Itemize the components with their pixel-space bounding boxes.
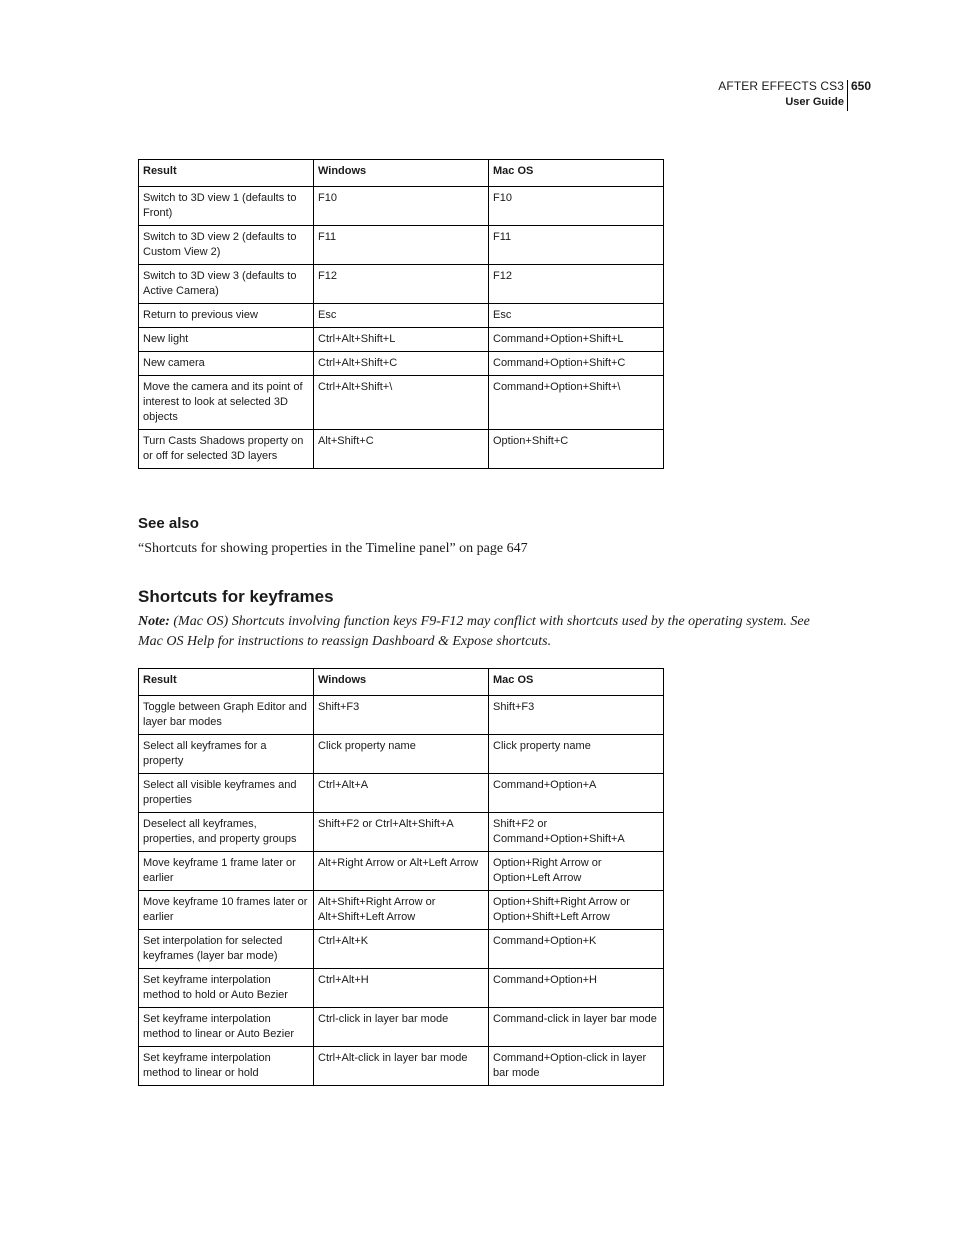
cell-macos: Shift+F2 or Command+Option+Shift+A (489, 813, 664, 852)
cell-windows: Shift+F3 (314, 696, 489, 735)
header-divider (847, 80, 848, 111)
cell-macos: Command+Option-click in layer bar mode (489, 1047, 664, 1086)
table-row (139, 930, 664, 969)
cell-macos: Shift+F3 (489, 696, 664, 735)
cell-macos: F10 (489, 187, 664, 226)
cell-macos: Option+Shift+Right Arrow or Option+Shift+Left Arrow (489, 891, 664, 930)
table-row (139, 328, 664, 352)
column-header-result: Result (139, 160, 314, 187)
note-paragraph (138, 612, 828, 652)
table-row (139, 813, 664, 852)
table-row (139, 696, 664, 735)
shortcuts-table-keyframes (138, 668, 664, 1086)
cell-result: Set keyframe interpolation method to linear or Auto Bezier (139, 1008, 314, 1047)
shortcuts-table-3d-views (138, 159, 664, 469)
cell-result: Move keyframe 1 frame later or earlier (139, 852, 314, 891)
cell-result: Toggle between Graph Editor and layer bar modes (139, 696, 314, 735)
section-title: Shortcuts for keyframes (138, 587, 334, 606)
note-text: (Mac OS) Shortcuts involving function keys F9-F12 may conflict with shortcuts used by the operating system. See Mac OS Help for instructions to reassign Dashboard & Expose shortcuts. (138, 614, 810, 649)
page-number: 650 (851, 79, 872, 93)
table-row (139, 969, 664, 1008)
cell-result: Set interpolation for selected keyframes (layer bar mode) (139, 930, 314, 969)
cell-macos: F11 (489, 226, 664, 265)
table-row (139, 430, 664, 469)
cell-macos: Esc (489, 304, 664, 328)
table-row (139, 187, 664, 226)
cell-macos: Command+Option+Shift+C (489, 352, 664, 376)
cell-result: New light (139, 328, 314, 352)
cell-macos: Command+Option+H (489, 969, 664, 1008)
cell-windows: Ctrl+Alt+Shift+C (314, 352, 489, 376)
column-header-result: Result (139, 669, 314, 696)
cell-result: Select all keyframes for a property (139, 735, 314, 774)
cell-macos: Click property name (489, 735, 664, 774)
table-row (139, 304, 664, 328)
product-name: AFTER EFFECTS CS3 (718, 79, 844, 93)
cell-result: New camera (139, 352, 314, 376)
cell-result: Switch to 3D view 1 (defaults to Front) (139, 187, 314, 226)
table-row (139, 735, 664, 774)
cell-macos: Option+Shift+C (489, 430, 664, 469)
table-row (139, 1047, 664, 1086)
cell-result: Return to previous view (139, 304, 314, 328)
cell-windows: Ctrl+Alt+Shift+\ (314, 376, 489, 430)
cell-windows: Ctrl+Alt-click in layer bar mode (314, 1047, 489, 1086)
cell-macos: F12 (489, 265, 664, 304)
cell-macos: Command-click in layer bar mode (489, 1008, 664, 1047)
guide-name: User Guide (785, 96, 844, 108)
cell-windows: F10 (314, 187, 489, 226)
cell-windows: F12 (314, 265, 489, 304)
cell-result: Move keyframe 10 frames later or earlier (139, 891, 314, 930)
cell-windows: Ctrl+Alt+Shift+L (314, 328, 489, 352)
cell-windows: Ctrl+Alt+A (314, 774, 489, 813)
cell-macos: Option+Right Arrow or Option+Left Arrow (489, 852, 664, 891)
cell-result: Select all visible keyframes and properties (139, 774, 314, 813)
table-header-row (139, 160, 664, 187)
cell-windows: Alt+Shift+Right Arrow or Alt+Shift+Left Arrow (314, 891, 489, 930)
table-row (139, 852, 664, 891)
running-header (718, 78, 844, 110)
table-row (139, 774, 664, 813)
cell-windows: Click property name (314, 735, 489, 774)
note-label: Note: (138, 614, 170, 629)
table-header-row (139, 669, 664, 696)
table-row (139, 352, 664, 376)
cell-windows: Esc (314, 304, 489, 328)
table-row (139, 891, 664, 930)
table-row (139, 376, 664, 430)
cell-result: Move the camera and its point of interest to look at selected 3D objects (139, 376, 314, 430)
table-row (139, 265, 664, 304)
cell-macos: Command+Option+A (489, 774, 664, 813)
cell-result: Set keyframe interpolation method to linear or hold (139, 1047, 314, 1086)
cell-windows: Alt+Right Arrow or Alt+Left Arrow (314, 852, 489, 891)
see-also-heading: See also (138, 515, 199, 532)
cell-macos: Command+Option+Shift+\ (489, 376, 664, 430)
cell-macos: Command+Option+K (489, 930, 664, 969)
table-row (139, 1008, 664, 1047)
see-also-link[interactable]: “Shortcuts for showing properties in the Timeline panel” on page 647 (138, 541, 528, 556)
column-header-windows: Windows (314, 669, 489, 696)
column-header-macos: Mac OS (489, 669, 664, 696)
cell-macos: Command+Option+Shift+L (489, 328, 664, 352)
cell-windows: Ctrl-click in layer bar mode (314, 1008, 489, 1047)
column-header-macos: Mac OS (489, 160, 664, 187)
cell-result: Turn Casts Shadows property on or off for selected 3D layers (139, 430, 314, 469)
cell-result: Switch to 3D view 3 (defaults to Active Camera) (139, 265, 314, 304)
cell-result: Set keyframe interpolation method to hold or Auto Bezier (139, 969, 314, 1008)
cell-windows: Ctrl+Alt+H (314, 969, 489, 1008)
column-header-windows: Windows (314, 160, 489, 187)
cell-windows: Alt+Shift+C (314, 430, 489, 469)
cell-windows: Ctrl+Alt+K (314, 930, 489, 969)
cell-windows: F11 (314, 226, 489, 265)
cell-windows: Shift+F2 or Ctrl+Alt+Shift+A (314, 813, 489, 852)
table-row (139, 226, 664, 265)
cell-result: Deselect all keyframes, properties, and property groups (139, 813, 314, 852)
cell-result: Switch to 3D view 2 (defaults to Custom View 2) (139, 226, 314, 265)
